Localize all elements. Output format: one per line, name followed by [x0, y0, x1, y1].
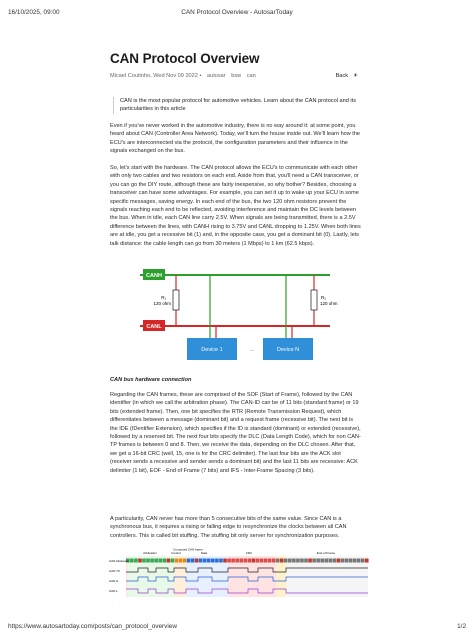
- bitstream-cell: [199, 559, 203, 563]
- bitstream-cell: [357, 559, 361, 563]
- paragraph-3: Regarding the CAN frames, these are comprised of the SOF (Start of Frame), followed by the CAN identifier (in which we call the arbitration phase). The CAN-ID can be of 11 bits (standard frame) or 19 bits (extended frame). Then, one bit specifies the RTR (Remote Transmission Request), which differentiates between a message (dominant bit) and a request frame (recessive bit). The next bit is the IDE (IDentifier Extension), which specifies if the ID is standard (dominant) or extended (recessive), followed by a reserved bit. The next four bits specify the DLC (Data Length Code), which for non CAN-TP frames is between 0 and 8. Then, we receive the data, depending on the DLC chosen. After that, we get a 16-bit CRC (well, 15, one is for the CRC delimiter). The last four bits are the ACK slot (receiver sends a recessive and sender sends a dominant bit) and the last 11 bits are recessive: ACK delimiter (1 bit), EOF - End of Frame (7 bits) and IFS - Inter-Frame Spacing (3 bits).: [110, 392, 361, 474]
- bitstream-cell: [195, 559, 199, 563]
- bitstream-cell: [223, 559, 227, 563]
- bitstream-cell: [138, 559, 142, 563]
- article-intro: CAN is the most popular protocol for automotive vehicles. Learn about the CAN protocol and its particularities in this article: [113, 97, 367, 114]
- bitstream-cell: [320, 559, 324, 563]
- bitstream-cell: [300, 559, 304, 563]
- bitstream-cell: [154, 559, 158, 563]
- bitstream-cell: [231, 559, 235, 563]
- sun-icon[interactable]: ☀: [352, 73, 358, 79]
- device-n-label: Device N: [276, 347, 300, 353]
- bitstream-cell: [227, 559, 231, 563]
- print-url: https://www.autosartoday.com/posts/can_protocol_overview: [8, 623, 177, 630]
- bitstream-cell: [276, 559, 280, 563]
- row-label-can-l: CAN L: [109, 589, 118, 593]
- r2-label: R₂: [321, 295, 326, 300]
- bitstream-cell: [296, 559, 300, 563]
- canh-label: CANH: [146, 273, 162, 279]
- field-crc: CRC: [245, 551, 253, 555]
- print-page-title: CAN Protocol Overview - AutosarToday: [181, 9, 293, 16]
- bitstream-cell: [167, 559, 171, 563]
- tag-autosar[interactable]: autosar: [206, 73, 226, 79]
- bitstream-cell: [150, 559, 154, 563]
- bitstream-cell: [341, 559, 345, 563]
- author-date: Micael Coutinho, Wed Nov 09 2022 •: [110, 73, 202, 79]
- bitstream-cell: [280, 559, 284, 563]
- r1-resistor: [173, 290, 179, 310]
- bitstream-cell: [345, 559, 349, 563]
- print-datetime: 16/10/2025, 09:00: [8, 9, 60, 16]
- bitstream-cell: [219, 559, 223, 563]
- tag-can[interactable]: can: [246, 73, 256, 79]
- computed-frame-label: Computed CAN frame: [173, 547, 203, 552]
- row-label-can-tx: CAN TX: [109, 569, 120, 573]
- bitstream-cell: [215, 559, 219, 563]
- bitstream-cell: [329, 559, 333, 563]
- bitstream-cell: [134, 559, 138, 563]
- bitstream-cell: [304, 559, 308, 563]
- bitstream-cell: [191, 559, 195, 563]
- can-frame-diagram: [108, 547, 370, 599]
- bitstream-cell: [207, 559, 211, 563]
- canl-label: CANL: [146, 324, 162, 330]
- ellipsis-label: ...: [249, 347, 255, 353]
- bitstream-cell: [333, 559, 337, 563]
- bitstream-cell: [272, 559, 276, 563]
- figure-caption: CAN bus hardware connection: [110, 377, 192, 383]
- field-control: Control: [171, 551, 181, 555]
- bitstream-cell: [243, 559, 247, 563]
- field-arbitration: Arbitration: [143, 551, 157, 555]
- bitstream-cell: [365, 559, 369, 563]
- bitstream-cell: [203, 559, 207, 563]
- bitstream-cell: [316, 559, 320, 563]
- bitstream-cell: [288, 559, 292, 563]
- bitstream-cell: [260, 559, 264, 563]
- bitstream-cell: [162, 559, 166, 563]
- bitstream-cell: [268, 559, 272, 563]
- bitstream-cell: [337, 559, 341, 563]
- bitstream-cell: [183, 559, 187, 563]
- bitstream-cell: [349, 559, 353, 563]
- bitstream-cell: [353, 559, 357, 563]
- can-bus-diagram: [140, 268, 340, 365]
- bitstream-cell: [175, 559, 179, 563]
- paragraph-1: Even if you've never worked in the automotive industry, there is no way around it: at some point, you heard about CAN (Controller Area Network). Today, we'll turn the house inside out. We'll learn how the ECU's are interconnected via the protocol, the configuration parameters and their influence in the signals exchanged on the bus.: [110, 123, 361, 155]
- bitstream-cell: [264, 559, 268, 563]
- row-label-can-h: CAN H: [109, 579, 119, 583]
- bitstream-cell: [292, 559, 296, 563]
- r1-label: R₁: [161, 295, 166, 300]
- bitstream-cell: [239, 559, 243, 563]
- back-link[interactable]: Back: [335, 73, 348, 79]
- bitstream-cell: [235, 559, 239, 563]
- bitstream-cell: [252, 559, 256, 563]
- r2-resistor: [311, 290, 317, 310]
- bitstream-cell: [284, 559, 288, 563]
- bitstream-cell: [130, 559, 134, 563]
- bitstream-cell: [187, 559, 191, 563]
- article-title: CAN Protocol Overview: [110, 51, 260, 66]
- bitstream-cell: [248, 559, 252, 563]
- bitstream-cell: [179, 559, 183, 563]
- article-meta: [110, 73, 362, 79]
- bitstream-cell: [211, 559, 215, 563]
- device-1-label: Device 1: [201, 347, 223, 353]
- bitstream-cell: [324, 559, 328, 563]
- bitstream-cell: [256, 559, 260, 563]
- bitstream-cell: [142, 559, 146, 563]
- bitstream-cell: [171, 559, 175, 563]
- paragraph-2: So, let's start with the hardware. The CAN protocol allows the ECU's to communicate with each other with only two cables and two resistors on each end. Aside from that, you'll need a CAN transceiver, or you can go the DIY route, although these are fairly inexpensive, so why bother? Besides, choosing a transceiver can have some advantages. For example, you can set it up to wake up your ECU in some specific messages, saving energy. In each end of the bus, the two 120 ohm resistors prevent the signals reaching each end to be reflected, avoiding interference and maintain the DC levels between the bus. When in idle, each CAN line carry 2.5V. When signals are being transmitted, there is a 2.5V difference between the lines, with CANH rising to 3.75V and CANL dropping to 1.25V. When both lines are at idle, you get a recessive bit (1) and, in the opposite case, you get a dominant bit (0). Lastly, lets talk distance: the cable length can go from 30 meters (1 Mbps) to 1 km (62.5 kbps).: [110, 165, 361, 247]
- field-data: Data: [200, 551, 208, 555]
- print-page-number: 1/2: [457, 623, 466, 630]
- bitstream-cell: [158, 559, 162, 563]
- bitstream-cell: [146, 559, 150, 563]
- field-end-of-frame: End of Frame: [316, 551, 336, 555]
- paragraph-4: A particularity, CAN never has more than 5 consecutive bits of the same value. Since CAN is a synchronous bus, it requires a rising or falling edge to resynchronize the clocks between all CAN controllers. This is called bit stuffing. The stuffing bit only server for synchronization purposes.: [110, 516, 347, 539]
- r1-value: 120 ohm: [153, 301, 171, 306]
- bitstream-cell: [308, 559, 312, 563]
- bitstream-cell: [361, 559, 365, 563]
- row-label-bitstream: CAN bitstream: [109, 559, 129, 563]
- bitstream-cell: [312, 559, 316, 563]
- tag-bsw[interactable]: bsw: [231, 73, 242, 79]
- frame-bit-cells: [126, 556, 369, 597]
- r2-value: 120 ohm: [320, 301, 338, 306]
